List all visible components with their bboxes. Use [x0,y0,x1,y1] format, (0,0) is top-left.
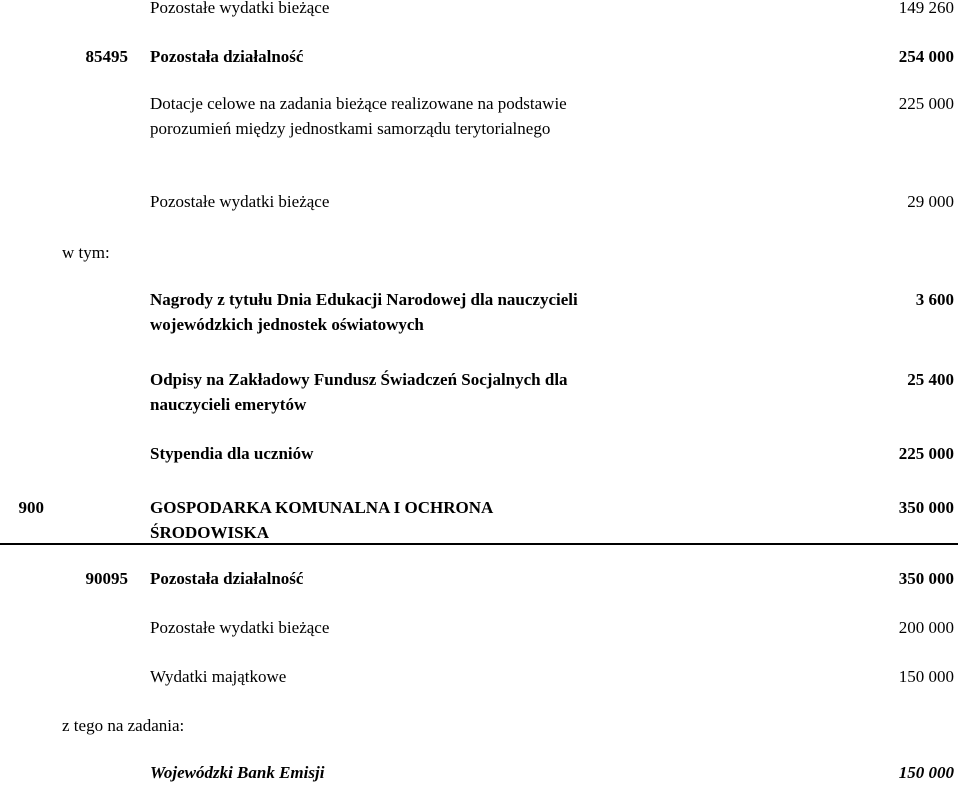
row-13-label: Wojewódzki Bank Emisji [150,763,325,782]
row-4-label: w tym: [62,243,110,262]
row-13-amount: 150 000 [898,763,954,782]
section-divider [0,543,958,545]
row-8-label-line-1: GOSPODARKA KOMUNALNA I OCHRONA [150,498,494,517]
row-9-amount: 350 000 [898,569,954,588]
row-11-amount: 150 000 [898,667,954,686]
row-8-label-line-2: ŚRODOWISKA [150,523,270,542]
row-1-amount: 254 000 [898,47,954,66]
row-6-amount: 25 400 [907,370,954,389]
row-10-amount: 200 000 [898,618,954,637]
row-5-amount: 3 600 [915,290,954,309]
row-0-amount: 149 260 [898,0,954,17]
row-7-label: Stypendia dla uczniów [150,444,314,463]
row-2-label-line-2: porozumień między jednostkami samorządu terytorialnego [150,119,551,138]
row-11-label: Wydatki majątkowe [150,667,287,686]
row-1-code: 85495 [85,47,128,66]
row-3-amount: 29 000 [907,192,954,211]
row-3-label: Pozostałe wydatki bieżące [150,192,330,211]
row-5-label-line-1: Nagrody z tytułu Dnia Edukacji Narodowej dla nauczycieli [150,290,578,309]
row-6-label-line-1: Odpisy na Zakładowy Fundusz Świadczeń Socjalnych dla [150,370,568,389]
row-8-code: 900 [18,498,44,517]
row-1-label: Pozostała działalność [150,47,304,66]
row-12-label: z tego na zadania: [62,716,185,735]
row-10-label: Pozostałe wydatki bieżące [150,618,330,637]
row-2-amount: 225 000 [898,94,954,113]
row-5-label-line-2: wojewódzkich jednostek oświatowych [150,315,424,334]
row-9-code: 90095 [85,569,128,588]
row-2-label-line-1: Dotacje celowe na zadania bieżące realizowane na podstawie [150,94,567,113]
row-6-label-line-2: nauczycieli emerytów [150,395,307,414]
row-0-label: Pozostałe wydatki bieżące [150,0,330,17]
row-9-label: Pozostała działalność [150,569,304,588]
row-8-amount: 350 000 [898,498,954,517]
row-7-amount: 225 000 [898,444,954,463]
